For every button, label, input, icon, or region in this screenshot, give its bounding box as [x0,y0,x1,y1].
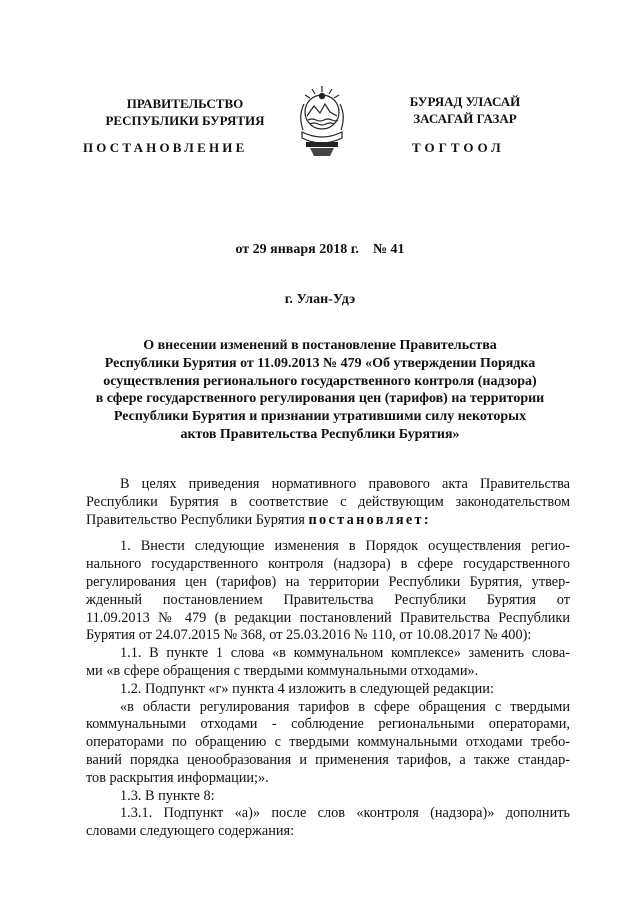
item-1-2 [86,681,570,699]
body-line: ваний порядка ценообразования и применения тарифов, а также стандар- [86,751,570,768]
document-city: г. Улан-Удэ [284,292,356,307]
doc-type-ru: ПОСТАНОВЛЕНИЕ [83,140,248,155]
title-line: Республики Бурятия от 11.09.2013 № 479 «Об утверждении Порядка [104,355,536,371]
header-left-line2: РЕСПУБЛИКИ БУРЯТИЯ [105,113,265,128]
item-1-1 [86,645,570,681]
title-line: осуществления регионального государственного контроля (надзора) [103,373,537,389]
body-line: операторами по обращению с твердыми коммунальными отходами требо- [86,734,570,751]
item-1-3-1 [86,805,570,841]
body-line: словами следующего содержания: [86,823,295,840]
body-line: В целях приведения нормативного правового акта Правительства [120,476,570,492]
item-1 [86,538,570,645]
quoted-text [86,699,570,788]
title-line: Республики Бурятия и признании утратившими силу некоторых [113,409,527,425]
title-line: актов Правительства Республики Бурятия» [180,426,460,442]
preamble [86,476,570,529]
document-body [86,476,570,841]
header-government-name-bua [390,93,540,127]
body-line: 11.09.2013 № 479 (в редакции постановлений Правительства Республики [86,609,570,626]
header-government-name-ru [100,95,270,129]
preamble-text: Правительство Республики Бурятия [86,511,309,528]
body-line: регулирования цен (тарифов) на территории Республики Бурятия, утвер- [86,573,570,590]
body-line: «в области регулирования тарифов в сфере обращения с твердыми [120,698,570,715]
body-line: Бурятия от 24.07.2015 № 368, от 25.03.2016 № 110, от 10.08.2017 № 400): [86,627,532,644]
body-line: 1.3.1. Подпункт «а)» после слов «контроля (надзора)» дополнить [120,805,570,822]
header-right-line1: БУРЯАД УЛАСАЙ [409,94,521,109]
title-line: в сфере государственного регулирования цен (тарифов) на территории [95,391,545,407]
preamble-decree-word: постановляет: [308,511,431,528]
body-line: 1.2. Подпункт «г» пункта 4 изложить в следующей редакции: [120,680,494,697]
body-line: ми «в сфере обращения с твердыми коммунальными отходами». [86,662,479,679]
header-right-line2: ЗАСАГАЙ ГАЗАР [413,111,517,126]
body-line: 1. Внести следующие изменения в Порядок осуществления регио- [120,538,570,555]
republic-of-buryatia-coat-of-arms-icon [294,82,350,160]
body-line [86,512,570,530]
body-line: 1.1. В пункте 1 слова «в коммунальном комплексе» заменить слова- [120,645,570,662]
document-date-number: от 29 января 2018 г. № 41 [235,242,405,257]
body-line: коммунальными отходами - соблюдение региональными операторами, [86,716,570,733]
title-line: О внесении изменений в постановление Правительства [143,338,497,353]
body-line: 1.3. В пункте 8: [120,787,215,804]
document-title [90,337,550,444]
body-line: Республики Бурятия в соответствие с действующим законодательством [86,493,570,510]
body-line: жденный постановлением Правительства Республики Бурятия от [86,591,570,608]
item-1-3 [86,788,570,806]
doc-type-bua: ТОГТООЛ [412,140,505,155]
body-line: тов раскрытия информации;». [86,769,269,786]
body-line: нального государственного контроля (надзора) в сфере государственного [86,556,570,573]
header-left-line1: ПРАВИТЕЛЬСТВО [126,96,244,111]
